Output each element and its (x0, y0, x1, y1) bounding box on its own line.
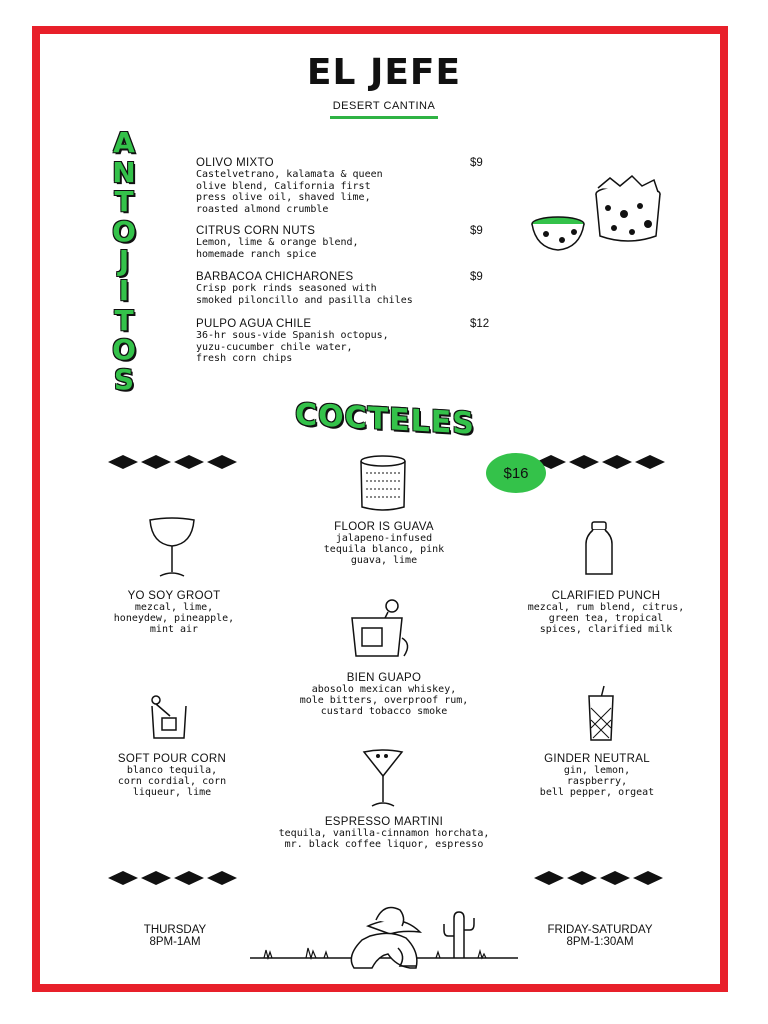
diamond-divider (534, 871, 664, 885)
cocktail-name: YO SOY GROOT (127, 590, 221, 602)
hours-time: 8PM-1:30AM (566, 936, 634, 948)
cocktail-item (496, 590, 716, 635)
sombrero-man-cactus-icon (250, 896, 520, 972)
diamond-divider (108, 455, 238, 469)
rocks-glass-icon (348, 598, 414, 660)
cocktail-desc-line: gin, lemon, (563, 765, 631, 776)
appetizer-desc-line: press olive oil, shaved lime, (196, 192, 371, 203)
cocktail-desc-line: corn cordial, corn (117, 776, 227, 787)
hours-day: FRIDAY-SATURDAY (547, 924, 653, 936)
appetizer-desc-line: smoked piloncillo and pasilla chiles (196, 294, 413, 306)
appetizer-item (196, 157, 496, 215)
cocktail-name: ESPRESSO MARTINI (324, 816, 444, 828)
heading-letter: T (114, 185, 134, 219)
cocktail-desc-line: mint air (149, 624, 199, 635)
appetizer-desc-line: olive blend, California first (196, 180, 371, 192)
cocktail-item (234, 816, 534, 850)
cocktail-name: CLARIFIED PUNCH (551, 590, 661, 602)
cocktail-desc-line: green tea, tropical (548, 613, 664, 624)
cocktail-desc-line: raspberry, (566, 776, 628, 787)
snack-bowls-icon (528, 174, 664, 254)
cocktail-item (264, 672, 504, 717)
appetizer-desc-line: Lemon, lime & orange blend, (196, 237, 359, 248)
restaurant-title: EL JEFE (306, 52, 462, 93)
cocktail-desc-line: mr. black coffee liquor, espresso (284, 839, 484, 850)
hours-friday-saturday (530, 924, 670, 948)
old-fashioned-glass-icon (148, 692, 190, 742)
heading-letter: O (112, 333, 136, 367)
cocktail-desc-line: liqueur, lime (132, 787, 212, 798)
appetizer-desc-line: roasted almond crumble (196, 203, 329, 215)
appetizer-item (196, 225, 496, 260)
appetizer-item (196, 318, 496, 365)
cocktail-desc-line: tequila, vanilla-cinnamon horchata, (278, 828, 490, 839)
tumbler-glass-icon (358, 455, 408, 513)
appetizer-desc-line: yuzu-cucumber chile water, (196, 341, 353, 353)
heading-letter: N (112, 155, 136, 189)
appetizer-desc-line: Castelvetrano, kalamata & queen (196, 169, 383, 180)
bottle-icon (584, 520, 614, 578)
cocktail-desc-line: blanco tequila, (126, 765, 218, 776)
appetizer-desc-line: fresh corn chips (196, 353, 293, 364)
cocktail-item (84, 590, 264, 635)
appetizer-price: $9 (470, 271, 483, 283)
appetizer-name: BARBACOA CHICHARONES (196, 271, 354, 283)
cocktail-item (512, 753, 682, 798)
cocktail-desc-line: abosolo mexican whiskey, (311, 684, 457, 695)
cocktail-desc-line: jalapeno-infused (335, 533, 433, 544)
appetizer-name: CITRUS CORN NUTS (196, 225, 316, 237)
diamond-divider (536, 455, 666, 469)
cocktail-desc-line: custard tobacco smoke (320, 706, 448, 717)
hours-thursday (120, 924, 230, 948)
antojitos-heading (106, 128, 142, 394)
appetizer-price: $9 (470, 225, 483, 237)
cocktail-desc-line: honeydew, pineapple, (113, 613, 235, 624)
hours-day: THURSDAY (143, 924, 207, 936)
heading-letter: T (114, 303, 134, 337)
hours-time: 8PM-1AM (149, 936, 201, 948)
appetizer-item (196, 271, 496, 306)
diamond-divider (108, 871, 238, 885)
appetizer-desc-line: homemade ranch spice (196, 248, 317, 260)
cocktail-desc-line: tequila blanco, pink (323, 544, 445, 555)
heading-letter: S (113, 362, 135, 396)
cocktail-name: BIEN GUAPO (346, 672, 422, 684)
heading-letter: A (113, 126, 135, 159)
cocktail-desc-line: guava, lime (350, 555, 418, 566)
cocktail-item (284, 521, 484, 566)
cocktail-desc-line: mole bitters, overproof rum, (299, 695, 469, 706)
heading-letter: O (112, 214, 136, 248)
restaurant-subtitle: DESERT CANTINA (330, 100, 438, 119)
cocktail-name: FLOOR IS GUAVA (334, 521, 434, 533)
cocktail-price-badge: $16 (486, 453, 546, 493)
cocktail-desc-line: bell pepper, orgeat (539, 787, 655, 798)
appetizer-desc-line: Crisp pork rinds seasoned with (196, 283, 377, 294)
appetizer-desc-line: 36-hr sous-vide Spanish octopus, (196, 330, 389, 341)
appetizer-price: $9 (470, 157, 483, 169)
cocteles-heading: COCTELES (295, 397, 475, 442)
cocktail-name: GINDER NEUTRAL (544, 753, 650, 765)
heading-letter: I (118, 273, 130, 307)
highball-glass-icon (586, 684, 616, 742)
cocktail-desc-line: mezcal, rum blend, citrus, (527, 602, 685, 613)
appetizer-name: OLIVO MIXTO (196, 157, 274, 169)
coupe-glass-icon (148, 514, 196, 578)
appetizer-name: PULPO AGUA CHILE (196, 318, 312, 330)
appetizer-price: $12 (470, 318, 490, 330)
cocktail-item (92, 753, 252, 798)
cocktail-desc-line: spices, clarified milk (539, 624, 673, 635)
cocktail-desc-line: mezcal, lime, (134, 602, 214, 613)
martini-glass-icon (362, 748, 404, 808)
heading-letter: J (118, 244, 130, 278)
cocktail-name: SOFT POUR CORN (117, 753, 227, 765)
